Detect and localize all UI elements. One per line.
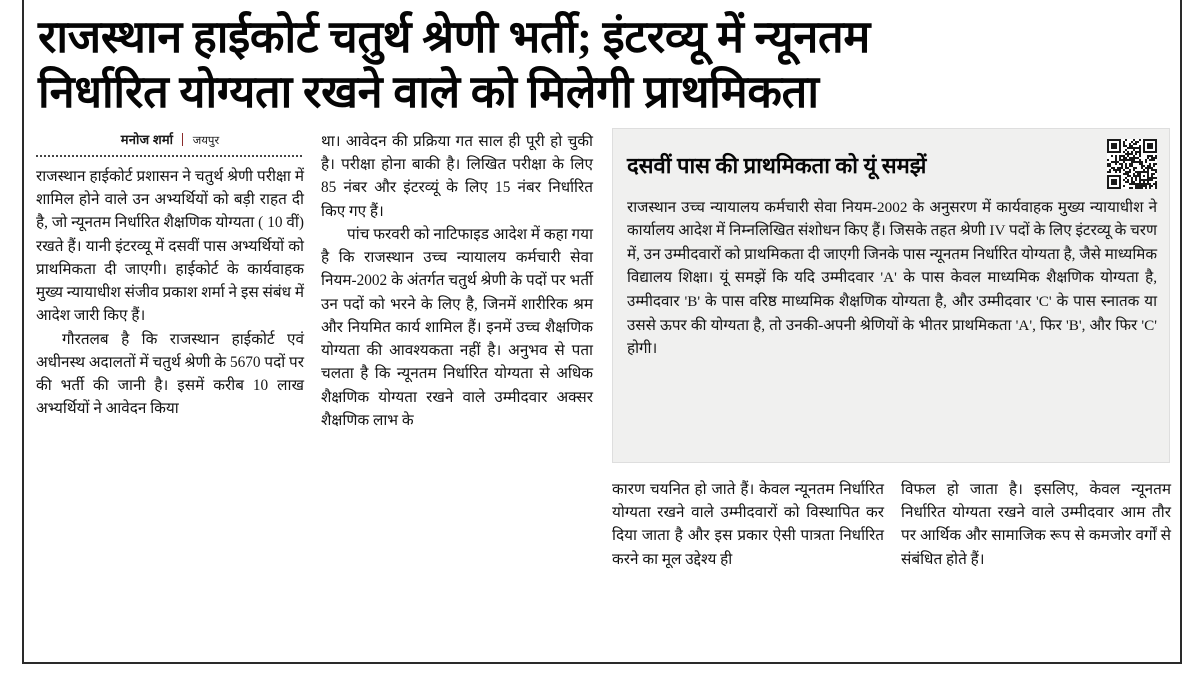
headline-line-2: निर्धारित योग्यता रखने वाले को मिलेगी प्राथमिकता <box>38 66 819 117</box>
article-column-4 <box>901 478 1171 571</box>
newspaper-clipping <box>22 0 1182 664</box>
highlight-box <box>612 128 1170 463</box>
highlight-box-text: राजस्थान उच्च न्यायालय कर्मचारी सेवा नियम-2002 के अनुसरण में कार्यवाहक मुख्य न्यायाधीश ने कार्यालय आदेश में निम्नलिखित संशोधन किए हैं। जिसके तहत श्रेणी IV पदों के लिए इंटरव्यू के चरण में, उन उम्मीदवारों को प्राथमिकता दी जाएगी जिनके पास न्यूनतम निर्धारित योग्यता है, जैसे माध्यमिक विद्यालय शिक्षा। यूं समझें कि यदि उम्मीदवार 'A' के पास केवल माध्यमिक शैक्षणिक योग्यता है, उम्मीदवार 'B' के पास वरिष्ठ माध्यमिक शैक्षणिक योग्यता है, और उम्मीदवार 'C' के पास स्नातक या उससे ऊपर की योग्यता है, तो उनकी-अपनी श्रेणियों के भीतर प्राथमिकता 'A', फिर 'B', और फिर 'C' होगी। <box>627 198 1157 358</box>
byline-dotted-rule <box>36 155 304 157</box>
column-4-text <box>901 478 1171 571</box>
col1-paragraph-1: राजस्थान हाईकोर्ट प्रशासन ने चतुर्थ श्रेणी परीक्षा में शामिल होने वाले उन अभ्यर्थियों को बड़ी राहत दी है, जो न्यूनतम निर्धारित शैक्षणिक योग्यता ( 10 वीं) रखते हैं। यानी इंटरव्यू में दसवीं पास अभ्यर्थियों को प्राथमिकता दी जाएगी। हाईकोर्ट के कार्यवाहक मुख्य न्यायाधीश संजीव प्रकाश शर्मा ने इस संबंध में आदेश जारी किए हैं। <box>36 167 304 325</box>
byline <box>36 130 304 151</box>
article-body <box>24 130 1180 610</box>
byline-place: जयपुर <box>192 134 220 147</box>
col3-paragraph-1: कारण चयनित हो जाते हैं। केवल न्यूनतम निर्धारित योग्यता रखने वाले उम्मीदवारों को विस्थापित कर दिया जाता है और इस प्रकार ऐसी पात्रता निर्धारित करने का मूल उद्देश्य ही <box>612 480 884 568</box>
column-3-text <box>612 478 884 571</box>
col2-paragraph-1: था। आवेदन की प्रक्रिया गत साल ही पूरी हो चुकी है। परीक्षा होना बाकी है। लिखित परीक्षा के लिए 85 नंबर और इंटरव्यूं के लिए 15 नंबर निर्धारित किए गए हैं। <box>321 132 593 220</box>
article-column-3 <box>612 478 884 571</box>
column-1-text <box>36 165 304 421</box>
headline-line-1: राजस्थान हाईकोर्ट चतुर्थ श्रेणी भर्ती; इंटरव्यू में न्यूनतम <box>38 12 870 62</box>
highlight-box-title: दसवीं पास की प्राथमिकता को यूं समझें <box>627 152 927 178</box>
col4-paragraph-1: विफल हो जाता है। इसलिए, केवल न्यूनतम निर्धारित योग्यता रखने वाले उम्मीदवार आम तौर पर आर्थिक और सामाजिक रूप से कमजोर वर्गों से संबंधित होते हैं। <box>901 480 1171 568</box>
article-column-1 <box>36 130 304 421</box>
byline-reporter: मनोज शर्मा <box>120 131 174 147</box>
byline-separator <box>182 133 183 146</box>
col2-paragraph-2: पांच फरवरी को नाटिफाइड आदेश में कहा गया है कि राजस्थान उच्च न्यायालय कर्मचारी सेवा नियम-2002 के अंतर्गत चतुर्थ श्रेणी के पदों पर भर्ती उन पदों को भरने के लिए है, जिनमें शारीरिक श्रम और नियमित कार्य शामिल हैं। इनमें उच्च शैक्षणिक योग्यता की आवश्यकता नहीं है। अनुभव से पता चलता है कि न्यूनतम निर्धारित योग्यता से अधिक शैक्षणिक योग्यता रखने वाले उम्मीदवार अक्सर शैक्षणिक लाभ के <box>321 225 593 429</box>
col1-paragraph-2: गौरतलब है कि राजस्थान हाईकोर्ट एवं अधीनस्थ अदालतों में चतुर्थ श्रेणी के 5670 पदों पर की भर्ती की जानी है। इसमें करीब 10 लाख अभ्यर्थियों ने आवेदन किया <box>36 330 304 418</box>
article-column-2 <box>321 130 593 432</box>
highlight-box-header <box>627 139 1157 189</box>
article-headline <box>24 0 1180 120</box>
qr-code-icon[interactable] <box>1107 139 1157 189</box>
column-2-text <box>321 130 593 432</box>
